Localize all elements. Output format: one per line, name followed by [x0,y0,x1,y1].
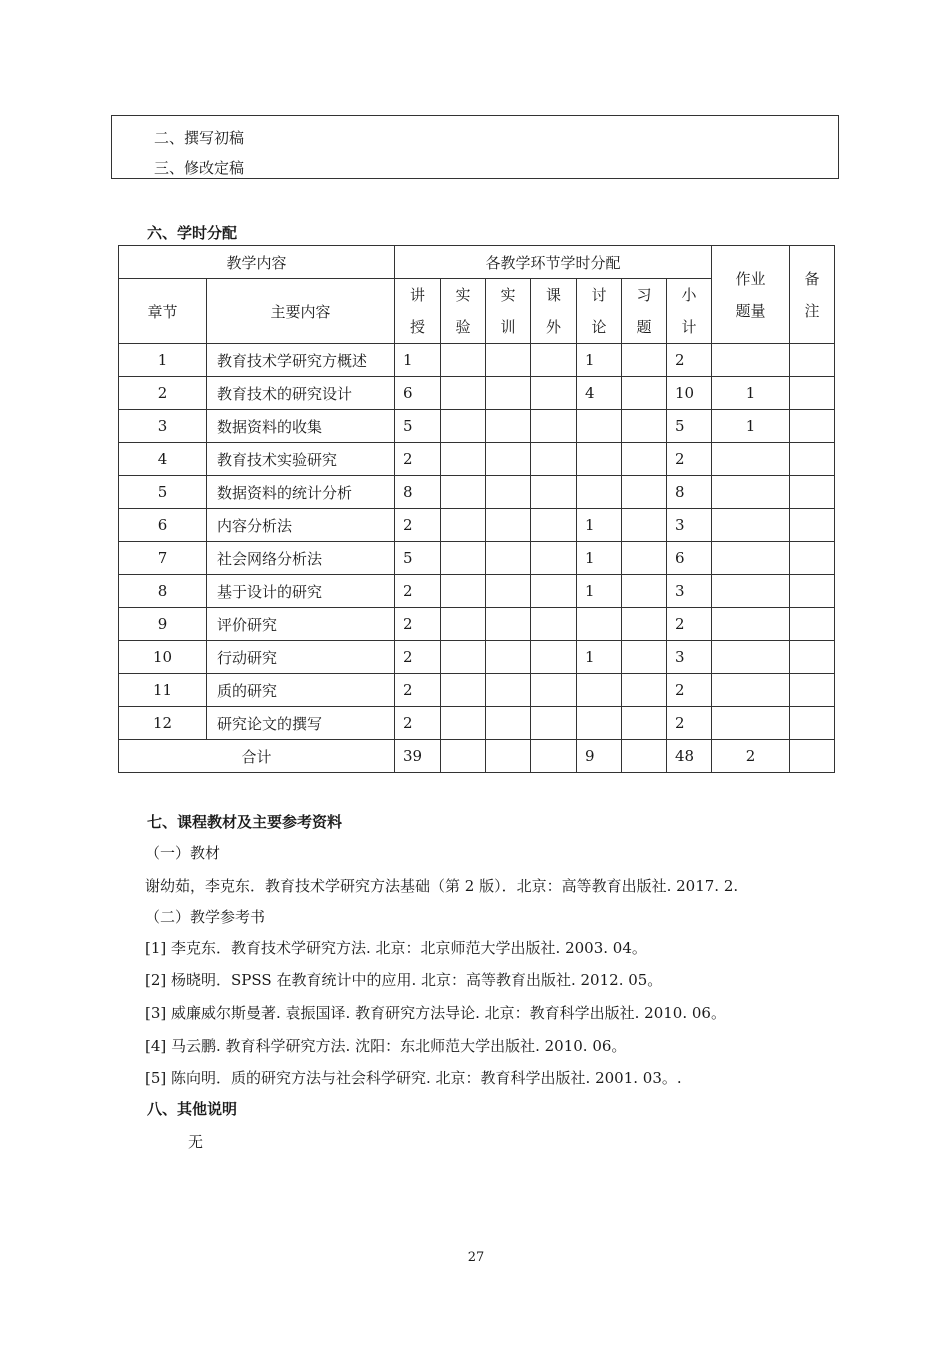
chapter-cell: 8 [119,575,207,608]
header-subcol-4-bottom: 论 [591,318,607,336]
discussion-cell: 1 [577,509,622,542]
total-extracurricular-cell [531,740,577,773]
total-row [119,740,835,773]
total-homework-cell: 2 [712,740,790,773]
total-subtotal-cell: 48 [667,740,712,773]
exercise-cell [622,674,667,707]
extracurricular-cell [531,509,577,542]
subtotal-cell: 2 [667,443,712,476]
top-text-box [111,115,839,179]
table-row [119,377,835,410]
header-subcol-2-top: 实 [500,286,516,304]
notes-cell [790,608,835,641]
exercise-cell [622,707,667,740]
header-subcol-3 [531,279,577,344]
training-cell [486,707,531,740]
top-box-line-2: 三、修改定稿 [154,159,245,177]
experiment-cell [441,410,486,443]
training-cell [486,509,531,542]
chapter-cell: 11 [119,674,207,707]
exercise-cell [622,641,667,674]
exercise-cell [622,410,667,443]
discussion-cell [577,608,622,641]
header-subcol-5-top: 习 [636,286,652,304]
total-experiment-cell [441,740,486,773]
header-subcol-5 [622,279,667,344]
extracurricular-cell [531,707,577,740]
homework-cell [712,707,790,740]
lecture-cell: 1 [395,344,441,377]
reference-2: [2] 杨晓明．SPSS 在教育统计中的应用. 北京：高等教育出版社. 2012. 05。 [145,971,663,989]
subtotal-cell: 3 [667,575,712,608]
experiment-cell [441,707,486,740]
table-row [119,542,835,575]
content-cell: 内容分析法 [207,509,395,542]
extracurricular-cell [531,641,577,674]
content-cell: 研究论文的撰写 [207,707,395,740]
discussion-cell: 1 [577,542,622,575]
content-cell: 行动研究 [207,641,395,674]
header-notes [790,246,835,344]
lecture-cell: 2 [395,443,441,476]
homework-cell [712,509,790,542]
page-number: 27 [467,1250,485,1265]
header-subcol-2 [486,279,531,344]
section8-content: 无 [188,1133,204,1151]
training-cell [486,542,531,575]
training-cell [486,344,531,377]
homework-cell [712,344,790,377]
subtotal-cell: 3 [667,509,712,542]
notes-cell [790,707,835,740]
header-subcol-3-top: 课 [545,286,561,304]
table-row [119,575,835,608]
notes-cell [790,542,835,575]
table-row [119,608,835,641]
exercise-cell [622,377,667,410]
header-subcol-0-top: 讲 [409,286,425,304]
total-discussion-cell: 9 [577,740,622,773]
table-row [119,674,835,707]
header-subcol-0-bottom: 授 [409,318,425,336]
content-cell: 质的研究 [207,674,395,707]
extracurricular-cell [531,410,577,443]
content-cell: 教育技术学研究方概述 [207,344,395,377]
header-allocation: 各教学环节学时分配 [395,246,712,279]
notes-cell [790,575,835,608]
subtotal-cell: 2 [667,707,712,740]
homework-cell: 1 [712,410,790,443]
homework-cell [712,674,790,707]
exercise-cell [622,542,667,575]
header-homework-line2: 题量 [735,301,766,320]
homework-cell: 1 [712,377,790,410]
extracurricular-cell [531,608,577,641]
discussion-cell [577,476,622,509]
homework-cell [712,443,790,476]
lecture-cell: 8 [395,476,441,509]
table-row [119,641,835,674]
extracurricular-cell [531,542,577,575]
header-subcol-0 [395,279,441,344]
lecture-cell: 2 [395,575,441,608]
training-cell [486,410,531,443]
chapter-cell: 12 [119,707,207,740]
exercise-cell [622,344,667,377]
notes-cell [790,410,835,443]
top-box-line-1: 二、撰写初稿 [154,129,245,147]
exercise-cell [622,509,667,542]
notes-cell [790,641,835,674]
chapter-cell: 2 [119,377,207,410]
extracurricular-cell [531,476,577,509]
chapter-cell: 6 [119,509,207,542]
header-main-content: 主要内容 [207,279,395,344]
homework-cell [712,476,790,509]
exercise-cell [622,476,667,509]
header-notes-line1: 备 [804,269,820,288]
reference-3: [3] 威廉威尔斯曼著. 袁振国译. 教育研究方法导论. 北京：教育科学出版社. 2010. 06。 [145,1004,726,1022]
chapter-cell: 5 [119,476,207,509]
reference-4: [4] 马云鹏. 教育科学研究方法. 沈阳：东北师范大学出版社. 2010. 06。 [145,1037,627,1055]
lecture-cell: 2 [395,707,441,740]
subtotal-cell: 8 [667,476,712,509]
chapter-cell: 10 [119,641,207,674]
extracurricular-cell [531,344,577,377]
content-cell: 社会网络分析法 [207,542,395,575]
subtotal-cell: 10 [667,377,712,410]
lecture-cell: 2 [395,608,441,641]
section8-heading: 八、其他说明 [147,1100,238,1118]
header-subcol-1-bottom: 验 [455,318,471,336]
subtotal-cell: 6 [667,542,712,575]
homework-cell [712,641,790,674]
table-row [119,707,835,740]
header-notes-line2: 注 [804,301,820,320]
chapter-cell: 3 [119,410,207,443]
training-cell [486,575,531,608]
notes-cell [790,344,835,377]
total-training-cell [486,740,531,773]
header-homework [712,246,790,344]
discussion-cell: 4 [577,377,622,410]
extracurricular-cell [531,575,577,608]
textbook-heading: （一）教材 [145,844,221,862]
chapter-cell: 4 [119,443,207,476]
lecture-cell: 2 [395,509,441,542]
notes-cell [790,377,835,410]
chapter-cell: 1 [119,344,207,377]
references-heading: （二）教学参考书 [145,908,266,926]
subtotal-cell: 2 [667,674,712,707]
content-cell: 数据资料的收集 [207,410,395,443]
header-subcol-4-top: 讨 [591,286,607,304]
experiment-cell [441,344,486,377]
table-row [119,509,835,542]
extracurricular-cell [531,377,577,410]
section7-heading: 七、课程教材及主要参考资料 [147,813,343,831]
content-cell: 基于设计的研究 [207,575,395,608]
homework-cell [712,542,790,575]
experiment-cell [441,509,486,542]
textbook-entry: 谢幼茹，李克东．教育技术学研究方法基础（第 2 版）．北京：高等教育出版社. 2017. 2. [145,877,739,895]
discussion-cell: 1 [577,641,622,674]
experiment-cell [441,443,486,476]
reference-5: [5] 陈向明．质的研究方法与社会科学研究. 北京：教育科学出版社. 2001. 03。. [145,1069,682,1087]
training-cell [486,377,531,410]
lecture-cell: 6 [395,377,441,410]
experiment-cell [441,575,486,608]
table-body [119,344,835,773]
section6-heading: 六、学时分配 [147,224,238,242]
experiment-cell [441,674,486,707]
header-homework-line1: 作业 [735,269,766,288]
total-exercise-cell [622,740,667,773]
total-label-cell: 合计 [119,740,395,773]
header-subcol-5-bottom: 题 [636,318,652,336]
chapter-cell: 9 [119,608,207,641]
lecture-cell: 2 [395,674,441,707]
exercise-cell [622,575,667,608]
header-subcol-3-bottom: 外 [545,318,561,336]
table-row [119,476,835,509]
notes-cell [790,476,835,509]
lecture-cell: 5 [395,542,441,575]
notes-cell [790,443,835,476]
subtotal-cell: 3 [667,641,712,674]
discussion-cell: 1 [577,344,622,377]
experiment-cell [441,377,486,410]
training-cell [486,476,531,509]
subtotal-cell: 5 [667,410,712,443]
total-notes-cell [790,740,835,773]
total-lecture-cell: 39 [395,740,441,773]
experiment-cell [441,641,486,674]
discussion-cell [577,410,622,443]
discussion-cell [577,674,622,707]
exercise-cell [622,608,667,641]
content-cell: 教育技术的研究设计 [207,377,395,410]
content-cell: 教育技术实验研究 [207,443,395,476]
chapter-cell: 7 [119,542,207,575]
header-teaching-content: 教学内容 [119,246,395,279]
training-cell [486,674,531,707]
discussion-cell [577,443,622,476]
notes-cell [790,674,835,707]
table-row [119,410,835,443]
training-cell [486,641,531,674]
subtotal-cell: 2 [667,608,712,641]
lecture-cell: 2 [395,641,441,674]
header-subcol-6-top: 小 [681,286,697,304]
extracurricular-cell [531,674,577,707]
notes-cell [790,509,835,542]
header-subcol-1-top: 实 [455,286,471,304]
table-row [119,443,835,476]
homework-cell [712,608,790,641]
header-subcol-6-bottom: 计 [681,318,697,336]
header-subcol-1 [441,279,486,344]
header-subcol-2-bottom: 训 [500,318,516,336]
experiment-cell [441,542,486,575]
discussion-cell [577,707,622,740]
reference-1: [1] 李克东．教育技术学研究方法. 北京：北京师范大学出版社. 2003. 04。 [145,939,647,957]
hours-allocation-table [118,245,835,773]
experiment-cell [441,476,486,509]
discussion-cell: 1 [577,575,622,608]
table-row [119,344,835,377]
exercise-cell [622,443,667,476]
extracurricular-cell [531,443,577,476]
training-cell [486,608,531,641]
homework-cell [712,575,790,608]
lecture-cell: 5 [395,410,441,443]
experiment-cell [441,608,486,641]
content-cell: 数据资料的统计分析 [207,476,395,509]
header-subcol-6 [667,279,712,344]
subtotal-cell: 2 [667,344,712,377]
header-subcol-4 [577,279,622,344]
training-cell [486,443,531,476]
header-chapter: 章节 [119,279,207,344]
content-cell: 评价研究 [207,608,395,641]
